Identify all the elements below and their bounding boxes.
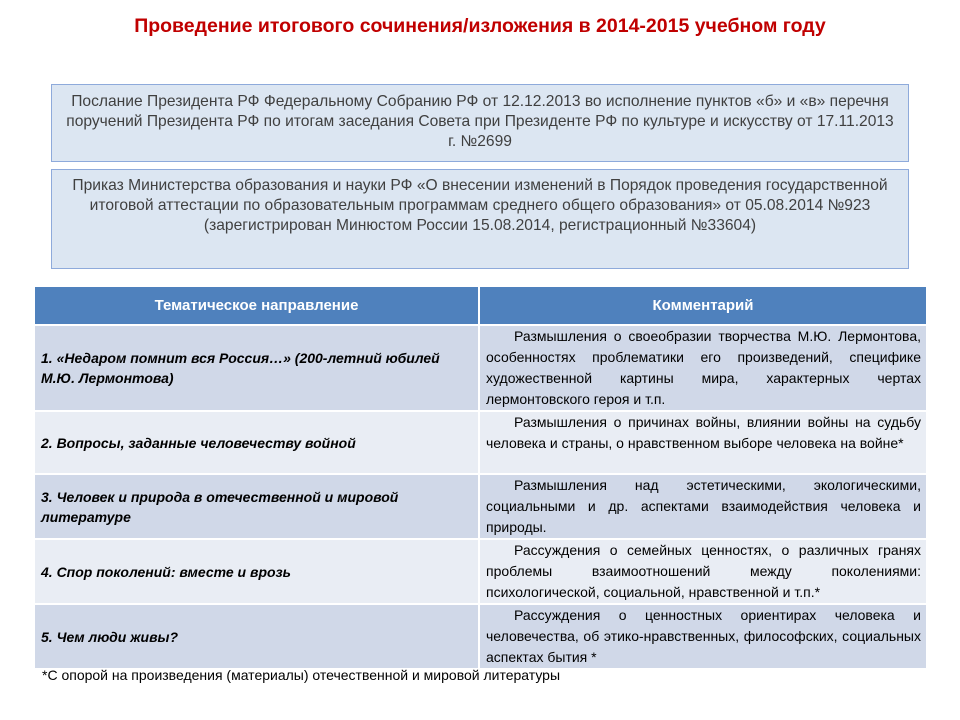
comment-text: Размышления о своеобразии творчества М.Ю. Лермонтова, особенностях проблематики его произведений, специфике художественной картины мира, характерных чертах лермонтовского героя и т.п.	[486, 328, 921, 407]
table-header-row	[35, 287, 926, 325]
table-row	[35, 411, 926, 474]
comment-cell	[479, 325, 926, 411]
column-header-comment: Комментарий	[479, 287, 926, 325]
table-row	[35, 474, 926, 539]
topic-cell: 4. Спор поколений: вместе и врозь	[35, 539, 479, 604]
topics-table	[35, 287, 926, 668]
comment-cell	[479, 411, 926, 474]
presidential-address-box: Послание Президента РФ Федеральному Собранию РФ от 12.12.2013 во исполнение пунктов «б» и «в» перечня поручений Президента РФ по итогам заседания Совета при Президенте РФ по культуре и искусству от 17.11.2013 г. №2699	[51, 84, 909, 162]
comment-cell	[479, 474, 926, 539]
comment-text: Рассуждения о ценностных ориентирах человека и человечества, об этико-нравственных, философских, социальных аспектах бытия *	[486, 607, 921, 665]
footnote: *С опорой на произведения (материалы) отечественной и мировой литературы	[42, 667, 561, 683]
page-title: Проведение итогового сочинения/изложения в 2014-2015 учебном году	[134, 15, 826, 37]
comment-text: Размышления о причинах войны, влиянии войны на судьбу человека и страны, о нравственном выборе человека на войне*	[486, 414, 921, 451]
comment-cell	[479, 539, 926, 604]
ministry-order-box: Приказ Министерства образования и науки РФ «О внесении изменений в Порядок проведения государственной итоговой аттестации по образовательным программам среднего общего образования» от 05.08.2014 №923 (зарегистрирован Минюстом России 15.08.2014, регистрационный №33604)	[51, 169, 909, 269]
topic-cell: 5. Чем люди живы?	[35, 604, 479, 668]
table-row	[35, 325, 926, 411]
topic-cell: 1. «Недаром помнит вся Россия…» (200-летний юбилей М.Ю. Лермонтова)	[35, 325, 479, 411]
topic-cell: 2. Вопросы, заданные человечеству войной	[35, 411, 479, 474]
comment-text: Размышления над эстетическими, экологическими, социальными и др. аспектами взаимодействия человека и природы.	[486, 477, 921, 535]
comment-text: Рассуждения о семейных ценностях, о различных гранях проблемы взаимоотношений между поколениями: психологической, социальной, нравственной и т.п.*	[486, 542, 921, 600]
table-row	[35, 539, 926, 604]
comment-cell	[479, 604, 926, 668]
column-header-topic: Тематическое направление	[35, 287, 479, 325]
table-row	[35, 604, 926, 668]
topic-cell: 3. Человек и природа в отечественной и мировой литературе	[35, 474, 479, 539]
